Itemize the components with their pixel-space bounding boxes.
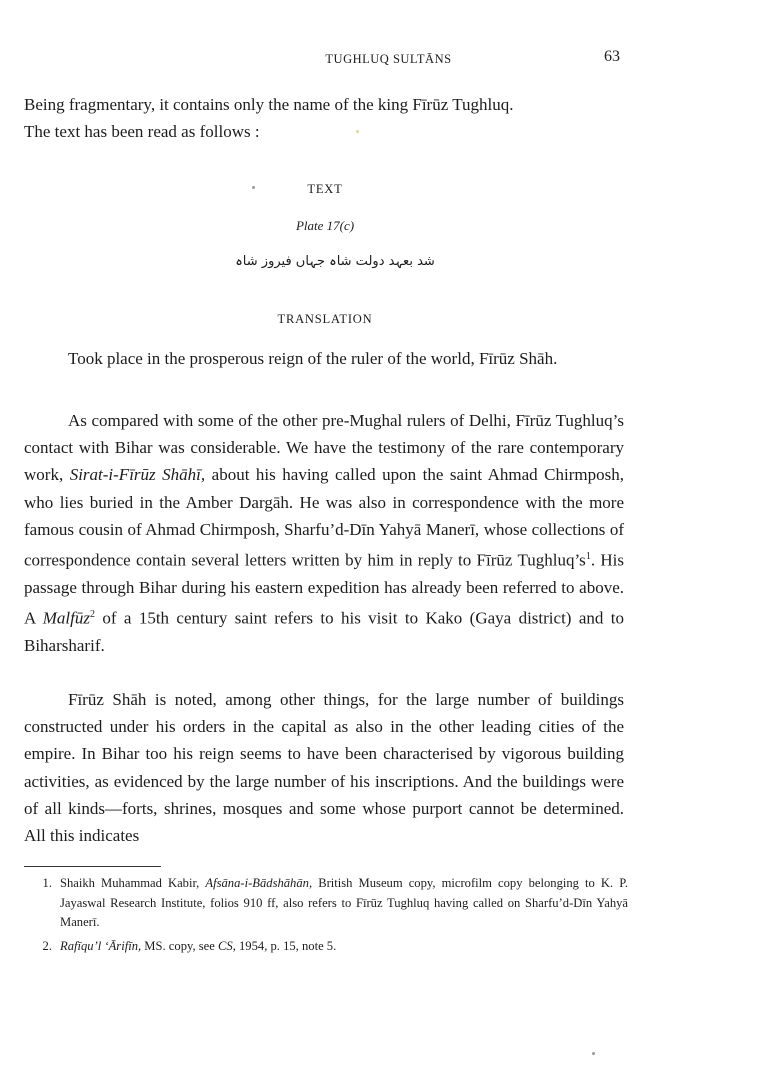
footnote-2-italic2: CS, <box>218 938 236 953</box>
malfuz-term: Malfūz <box>42 608 90 628</box>
intro-paragraph <box>24 91 624 145</box>
arabic-inscription: شد بعہد دولت شاہ جہاں فیروز شاہ <box>235 254 435 269</box>
footnote-1-italic: Afsāna-i-Bādshāhān, <box>205 876 313 890</box>
footnotes <box>24 874 628 956</box>
paragraph-bihar-contact <box>24 407 624 659</box>
footnote-2-mid: MS. copy, see <box>141 938 218 953</box>
footnote-number: 2. <box>42 938 52 953</box>
text-heading: TEXT <box>307 182 343 196</box>
para2-part1: As compared with some of the other pre-Mughal rulers of Delhi, Fīrūz Tughluq’s contact with Bihar was considerable. We have the testimony of the rare contemporary work, <box>24 411 624 485</box>
intro-line-1: Being fragmentary, it contains only the name of the king Fīrūz Tughluq. <box>24 95 514 114</box>
para2-part4: of a 15th century saint refers to his visit to Kako (Gaya district) and to Biharsharif. <box>24 608 624 655</box>
footnote-ref-2[interactable]: 2 <box>89 609 95 621</box>
footnote-2-italic: Rafīqu’l ‘Ārifīn, <box>60 938 142 953</box>
page-number: 63 <box>604 48 620 65</box>
footnote-1-before: Shaikh Muhammad Kabir, <box>60 876 206 890</box>
translation-paragraph <box>24 345 624 372</box>
footnote-1 <box>24 874 628 933</box>
translation-heading: TRANSLATION <box>277 312 373 326</box>
translation-text: Took place in the prosperous reign of the ruler of the world, Fīrūz Shāh. <box>68 349 558 368</box>
intro-line-2: The text has been read as follows : <box>24 122 260 142</box>
paper-speck <box>356 130 359 133</box>
footnote-ref-1[interactable]: 1 <box>585 551 591 563</box>
running-head: TUGHLUQ SULTĀNS <box>325 52 452 66</box>
work-title: Sirat-i-Fīrūz Shāhī, <box>69 465 206 485</box>
footnote-2 <box>24 937 628 957</box>
plate-label: Plate 17(c) <box>295 218 355 233</box>
para2-part2: about his having called upon the saint Ahmad Chirmposh, who lies buried in the Amber Dargāh. He was also in correspondence with the more famous cousin of Ahmad Chirmposh, Sharfu’d-Dīn Yahyā Manerī, whose collections of correspondence contain several letters written by him in reply to Fīrūz Tughluq’s <box>24 465 624 570</box>
para2-part3: . His passage through Bihar during his eastern expedition has already been referred to above. A <box>24 550 624 628</box>
paper-speck <box>252 186 255 189</box>
para3-text: Fīrūz Shāh is noted, among other things, for the large number of buildings constructed under his orders in the capital as also in the other leading cities of the empire. In Bihar too his reign seems to have been characterised by vigorous building activities, as evidenced by the large number of his inscriptions. And the buildings were of all kinds—forts, shrines, mosques and some whose purport cannot be determined. All this indicates <box>24 690 624 846</box>
paper-speck <box>592 1052 595 1055</box>
paragraph-buildings <box>24 686 624 849</box>
footnote-number: 1. <box>42 876 52 890</box>
footnote-1-after: British Museum copy, microfilm copy belonging to K. P. Jayaswal Research Institute, folios 910 ff, also refers to Fīrūz Tughluq having called on Sharfu’d-Dīn Yahyā Manerī. <box>60 876 628 929</box>
footnote-divider <box>24 866 161 867</box>
footnote-2-after: 1954, p. 15, note 5. <box>235 938 337 953</box>
